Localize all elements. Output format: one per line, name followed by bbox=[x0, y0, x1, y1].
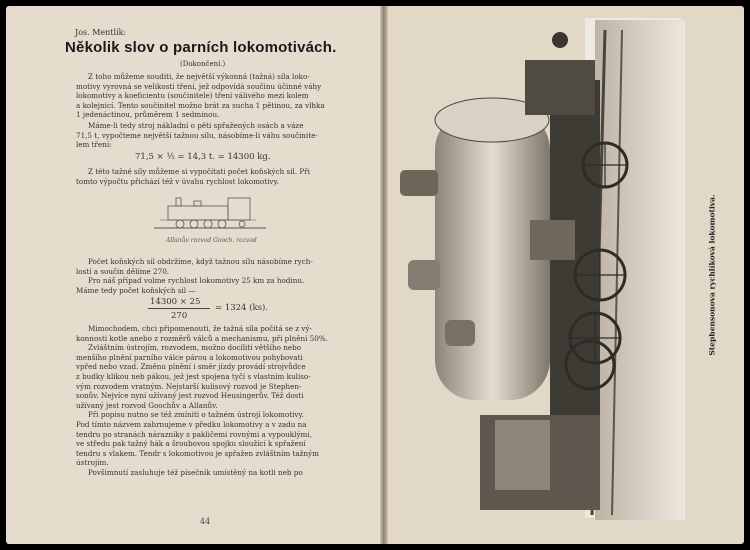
text-line: Mimochodem, chci připomenouti, že tažná síla počítá se z vý- bbox=[88, 324, 312, 333]
paragraph-4 bbox=[76, 257, 366, 295]
text-line: 71,5 t, vypočteme největší tažnou sílu, násobíme-li váhu součinite- bbox=[76, 130, 318, 140]
text-line: Pro náš případ volme rychlost lokomotivy 25 km za hodinu. bbox=[88, 276, 305, 286]
text-line: menšího plnění parního válce párou a lokomotivou pohybovati bbox=[76, 352, 303, 362]
text-line: konnosti kotle anebo z rozměrů válců a mechanismu, při plnění 50%. bbox=[76, 333, 328, 343]
page-number: 44 bbox=[200, 517, 211, 526]
text-line: lostí a součin dělíme 270. bbox=[76, 266, 170, 276]
text-line: sonův. Nejvíce nyní užívaný jest rozvod Heusingerův. Též dosti bbox=[76, 391, 304, 401]
text-line: Máme-li tedy stroj nákladní o pěti spřažených osách a váze bbox=[88, 121, 304, 130]
formula-traction: 71,5 × ⅕ = 14,3 t. = 14300 kg. bbox=[135, 152, 271, 162]
book-gutter bbox=[380, 6, 388, 544]
text-line: a kolejnicí. Tento součinitel možno brát za sucha 1 pětinou, za vlhka bbox=[76, 100, 325, 110]
plate-caption: Stephensonova rychlíková lokomotiva. bbox=[707, 194, 717, 356]
formula-numerator: 14300 × 25 bbox=[150, 297, 201, 307]
text-line: Pod tímto názvem zahrnujeme v předku lokomotivy a v zadu na bbox=[76, 419, 307, 429]
text-line: tendru s vlakem. Tendr s lokomotivou je spřažen zvláštním tažným bbox=[76, 448, 319, 458]
article-title: Několik slov o parních lokomotivách. bbox=[65, 39, 337, 56]
paragraph-2 bbox=[76, 121, 366, 150]
text-line: Při popisu nutno se též zmíniti o tažném ústrojí lokomotivy. bbox=[88, 410, 304, 420]
text-line: motivy vyrovná se velikosti tření, jež odpovídá součinu účinné váhy bbox=[76, 81, 322, 91]
locomotive-photo bbox=[400, 20, 685, 520]
author-name: Jos. Mentlík: bbox=[75, 28, 127, 37]
text-line: Máme tedy počet koňských sil — bbox=[76, 285, 196, 295]
locomotive-figure bbox=[150, 188, 270, 236]
text-line: lem tření: bbox=[76, 140, 112, 150]
text-line: z budky klikou neb pákou, jež jest spojena tyčí s vlastním kuliso- bbox=[76, 371, 311, 381]
fraction-bar bbox=[148, 308, 210, 309]
text-line: 1 jedenáctinou, průměrem 1 sedminou. bbox=[76, 110, 220, 120]
text-line: vým rozvodem vratným. Nejstarší kulisový rozvod je Stephen- bbox=[76, 381, 302, 391]
figure-caption: Allanův rozvod Gooch. rozvod bbox=[166, 237, 257, 244]
text-line: Zvláštním ústrojím, rozvodem, možno docíliti většího nebo bbox=[88, 343, 302, 353]
text-line: ústrojím. bbox=[76, 458, 109, 468]
formula-denominator: 270 bbox=[171, 311, 188, 321]
text-line: lokomotivy a koeficientu (součinitele) tření válivého mezi kolem bbox=[76, 91, 309, 101]
text-line: vpřed nebo vzad. Změnu plnění i směr jízdy provádí strojvůdce bbox=[76, 362, 306, 372]
paragraph-5 bbox=[76, 324, 368, 478]
text-line: ve středu pak tažný hák a šroubovou spojku sloužící k spřažení bbox=[76, 439, 306, 449]
paragraph-3 bbox=[76, 167, 366, 186]
formula-result: = 1324 (ks). bbox=[215, 303, 269, 313]
text-line: užívaný jest rozvod Goochův a Allanův. bbox=[76, 400, 218, 410]
text-line: Povšimnutí zasluhuje též písečník umístěný na kotli neb po bbox=[88, 467, 303, 477]
text-line: Počet koňských sil obdržíme, když tažnou sílu násobíme rych- bbox=[88, 257, 313, 266]
text-line: Z této tažné síly můžeme si vypočítati počet koňských sil. Při bbox=[88, 167, 310, 176]
article-subtitle: (Dokončení.) bbox=[180, 60, 226, 68]
text-line: tendru po stranách nárazníky s pakličemi rovnými a vypouklými, bbox=[76, 429, 312, 439]
paragraph-1 bbox=[76, 72, 366, 120]
text-line: tomto výpočtu přichází též v úvahu rychlost lokomotivy. bbox=[76, 176, 279, 186]
text-line: Z toho můžeme souditi, že největší výkonná (tažná) síla loko- bbox=[88, 72, 310, 81]
